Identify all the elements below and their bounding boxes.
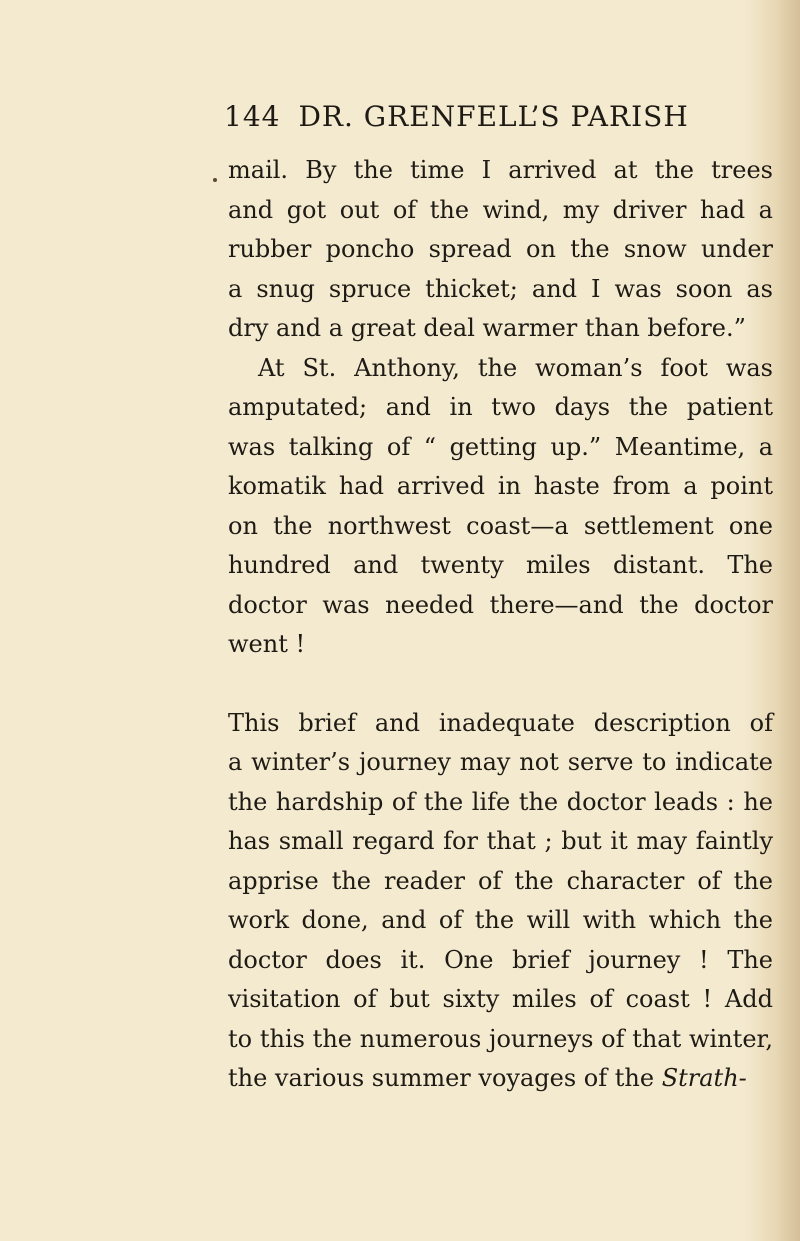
text-line: rubber poncho spread on the snow under	[228, 235, 773, 263]
text-line: apprise the reader of the character of the	[228, 866, 773, 895]
text-line: doctor does it. One brief journey ! The	[228, 945, 773, 974]
text-line: a winter’s journey may not serve to indicate	[228, 748, 773, 776]
text-line: hundred and twenty miles distant. The	[228, 551, 773, 579]
page-number: 144	[224, 100, 281, 133]
text-line: a snug spruce thicket; and I was soon as	[228, 274, 773, 303]
text-line: went !	[228, 630, 306, 658]
body-text	[228, 151, 773, 1099]
text-line: visitation of but sixty miles of coast ! Add	[228, 985, 773, 1013]
margin-dot	[213, 178, 217, 182]
text-line: on the northwest coast—a settlement one	[228, 511, 773, 540]
text-line: and got out of the wind, my driver had a	[228, 195, 773, 224]
text-line: work done, and of the will with which the	[228, 906, 773, 934]
text-line: dry and a great deal warmer than before.”	[228, 314, 746, 342]
paragraph-gap	[228, 665, 773, 704]
text-line: to this the numerous journeys of that winter,	[228, 1024, 773, 1053]
text-line: This brief and inadequate description of	[228, 708, 773, 737]
text-line: komatik had arrived in haste from a point	[228, 472, 773, 500]
text-line: doctor was needed there—and the doctor	[228, 590, 773, 619]
text-line: At St. Anthony, the woman’s foot was	[258, 353, 773, 382]
text-line: the hardship of the life the doctor leads : he	[228, 787, 773, 816]
final-line-text: the various summer voyages of the	[228, 1064, 655, 1092]
text-line: has small regard for that ; but it may faintly	[228, 827, 773, 855]
text-line: mail. By the time I arrived at the trees	[228, 156, 773, 184]
running-header	[224, 100, 689, 134]
text-line-final	[228, 1059, 773, 1099]
text-line: amputated; and in two days the patient	[228, 393, 773, 421]
running-title: DR. GRENFELL’S PARISH	[298, 100, 689, 133]
text-line: was talking of “ getting up.” Meantime, a	[228, 432, 773, 461]
ship-name-italic: Strath-	[661, 1064, 747, 1092]
